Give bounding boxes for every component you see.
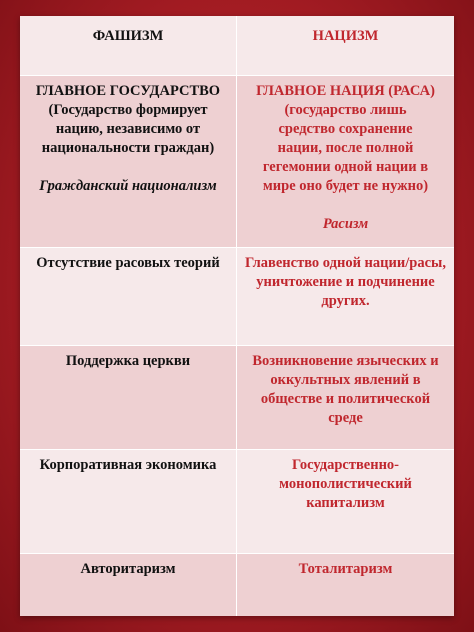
row1-nazism-line2: (государство лишь [284, 102, 407, 118]
row3-nazism-cell: Возникновение языческих и оккультных явлений в обществе и политической среде [237, 346, 454, 450]
row1-nazism-line5: гегемонии одной нации в [262, 159, 429, 175]
row1-nazism-line1: ГЛАВНОЕ НАЦИЯ (РАСА) [256, 83, 435, 99]
row1-fascism-spacer [26, 158, 230, 177]
row1-nazism-cell [237, 76, 454, 248]
row1-nazism-italic: Расизм [322, 216, 369, 232]
row5-fascism-cell: Авторитаризм [20, 554, 237, 616]
header-fascism: ФАШИЗМ [20, 16, 237, 76]
row3-fascism-cell: Поддержка церкви [20, 346, 237, 450]
row1-fascism-cell [20, 76, 237, 248]
row4-fascism-cell: Корпоративная экономика [20, 450, 237, 554]
row1-fascism-line3: нацию, независимо от [55, 121, 201, 137]
row1-fascism-line2: (Государство формирует [48, 102, 208, 118]
row1-fascism-line4: национальности граждан) [41, 140, 215, 156]
row1-fascism-line1: ГЛАВНОЕ ГОСУДАРСТВО [35, 83, 221, 99]
row1-nazism-line4: нации, после полной [277, 140, 414, 156]
comparison-table [20, 16, 454, 616]
row5-nazism-cell: Тоталитаризм [237, 554, 454, 616]
row1-fascism-italic: Гражданский национализм [39, 178, 217, 194]
row1-nazism-spacer [243, 196, 448, 215]
row1-nazism-line3: средство сохранение [278, 121, 413, 137]
header-nazism: НАЦИЗМ [237, 16, 454, 76]
row1-nazism-line6: мире оно будет не нужно) [262, 178, 429, 194]
row4-nazism-cell: Государственно-монополистический капитализм [237, 450, 454, 554]
row2-fascism-cell: Отсутствие расовых теорий [20, 248, 237, 346]
row2-nazism-cell: Главенство одной нации/расы, уничтожение и подчинение других. [237, 248, 454, 346]
